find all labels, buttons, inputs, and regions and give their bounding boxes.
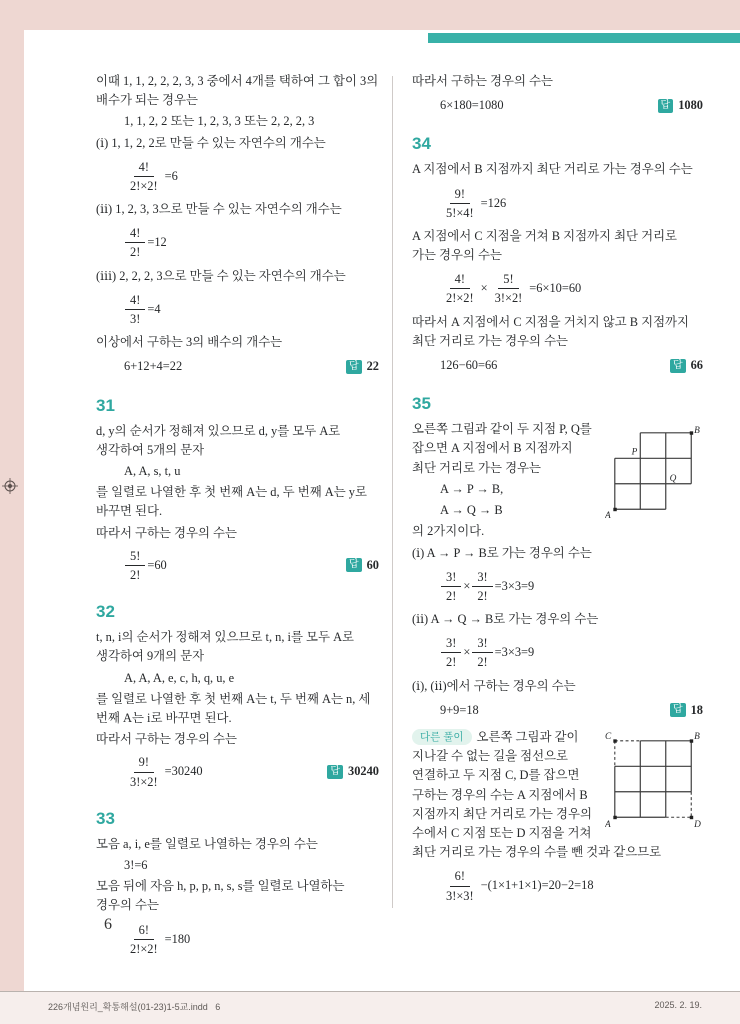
solution-33	[96, 810, 379, 957]
answer-badge: 답	[346, 360, 362, 374]
solution-text: A 지점에서 B 지점까지 최단 거리로 가는 경우의 수는	[412, 162, 693, 177]
final-expression: 6+12+4=22	[124, 359, 183, 374]
alt-solution-badge: 다른 풀이	[412, 729, 472, 746]
solution-35	[412, 395, 703, 903]
fraction-equation: $\frac{9!}{5!\times 4!}$ =126	[440, 186, 703, 221]
problem-number: 31	[96, 395, 115, 415]
answer-group	[658, 96, 703, 115]
fraction: $\frac{4!}{2!}$	[125, 225, 145, 260]
problem-number: 34	[412, 134, 431, 154]
letter-list: A, A, s, t, u	[124, 463, 181, 478]
footer-divider	[0, 991, 740, 992]
fraction-equation: $\frac{6!}{3!\times 3!}$ −(1×1+1×1)=20−2=18	[440, 868, 703, 903]
answer-value: 22	[366, 359, 379, 374]
fraction-equation: $\frac{4!}{3!}$ =4	[124, 292, 379, 327]
solution-text: t, n, i의 순서가 정해져 있으므로 t, n, i를 모두 A로 생각하여 9개의 문자	[96, 630, 355, 664]
fraction: $\frac{4!}{3!}$	[125, 292, 145, 327]
answer-group	[346, 556, 379, 575]
fraction: $\frac{4!}{2!\times 2!}$	[130, 159, 158, 193]
solution-33-continued	[412, 72, 703, 115]
fraction: $\frac{5!}{2!}$	[125, 548, 145, 583]
diagram-label-d: D	[694, 819, 701, 830]
fraction: $\frac{3!}{2!}$	[441, 569, 461, 604]
solution-text: 따라서 구하는 경우의 수는	[96, 525, 237, 540]
solution-32	[96, 603, 379, 790]
page-number: 6	[104, 916, 112, 933]
problem-number: 33	[96, 808, 115, 828]
problem-number: 35	[412, 394, 431, 414]
fraction-equation: $\frac{4!}{2!}$ =12	[124, 225, 379, 260]
answer-group	[327, 762, 379, 781]
section-accent-bar	[428, 33, 740, 43]
fraction: $\frac{3!}{2!}$	[472, 569, 492, 604]
answer-value: 60	[366, 557, 379, 572]
diagram-label-p: P	[631, 447, 638, 458]
case-ii-label: (ⅱ) A → Q → B로 가는 경우의 수는	[412, 612, 599, 627]
times-sign: ×	[463, 645, 471, 660]
footer-filename: 226개념원리_확통해설(01-23)1-5교.indd 6	[48, 1002, 221, 1012]
solution-35-intro	[412, 420, 703, 541]
fraction: $\frac{4!}{2!\times 2!}$	[446, 272, 474, 306]
problem-number: 32	[96, 602, 115, 622]
solution-text: 따라서 A 지점에서 C 지점을 거치지 않고 B 지점까지 최단 거리로 가는 경우의 수는	[412, 314, 689, 348]
times-sign: ×	[463, 578, 471, 593]
diagram-label-c: C	[605, 731, 612, 742]
answer-badge: 답	[670, 703, 686, 717]
answer-group	[346, 357, 379, 376]
diagram-label-q: Q	[669, 474, 677, 485]
grid-diagram-pq	[605, 422, 703, 528]
answer-group	[670, 701, 703, 720]
answer-value: 30240	[348, 764, 379, 779]
column-divider	[392, 76, 393, 908]
solution-text: 를 일렬로 나열한 후 첫 번째 A는 d, 두 번째 A는 y로 바꾸면 된다.	[96, 485, 367, 519]
answer-badge: 답	[658, 99, 674, 113]
alt-solution-body: 오른쪽 그림과 같이 지나갈 수 없는 길을 점선으로 연결하고 두 지점 C, D를 잡으면 구하는 경우의 수는 A 지점에서 B 지점까지 최단 거리로 가는 경우의 수에서 C 지점 또는 D 지점을 거쳐 최단 거리로 가는 경우의 수를 뺀 것과 같으므로	[412, 729, 662, 860]
right-column	[412, 72, 703, 910]
diagram-label-a: A	[605, 819, 611, 830]
case-i-label: (ⅰ) 1, 1, 2, 2로 만들 수 있는 자연수의 개수는	[96, 135, 326, 150]
diagram-label-b: B	[694, 426, 700, 437]
case-ii-label: (ⅱ) 1, 2, 3, 3으로 만들 수 있는 자연수의 개수는	[96, 202, 342, 217]
solution-34	[412, 135, 703, 375]
answer-value: 1080	[678, 98, 703, 113]
solution-text: (ⅰ), (ⅱ)에서 구하는 경우의 수는	[412, 678, 576, 693]
fraction: $\frac{6!}{3!\times 3!}$	[446, 869, 474, 903]
fraction-equation: $\frac{3!}{2!}$ × $\frac{3!}{2!}$ =3×3=9	[440, 635, 703, 670]
solution-text: d, y의 순서가 정해져 있으므로 d, y를 모두 A로 생각하여 5개의 문자	[96, 423, 341, 457]
solution-text: 따라서 구하는 경우의 수는	[412, 74, 553, 88]
fraction-equation: $\frac{5!}{2!}$ =60	[96, 548, 168, 583]
fraction: $\frac{3!}{2!}$	[472, 635, 492, 670]
fraction: $\frac{6!}{2!\times 2!}$	[130, 922, 158, 956]
equation: 3!=6	[124, 857, 148, 872]
times-sign: ×	[480, 281, 488, 296]
answer-row	[96, 548, 379, 583]
fraction: $\frac{3!}{2!}$	[441, 635, 461, 670]
answer-badge: 답	[346, 558, 362, 572]
answer-row	[412, 96, 703, 115]
answer-badge: 답	[670, 359, 686, 373]
footer-date: 2025. 2. 19.	[654, 1000, 702, 1010]
diagram-label-a: A	[605, 511, 611, 522]
solution-31	[96, 397, 379, 584]
registration-mark-left	[2, 478, 18, 494]
answer-row	[412, 701, 703, 720]
case-i-label: (ⅰ) A → P → B로 가는 경우의 수는	[412, 545, 592, 560]
solution-text: 모음 a, i, e를 일렬로 나열하는 경우의 수는	[96, 836, 318, 851]
solution-text: A 지점에서 C 지점을 거쳐 B 지점까지 최단 거리로 가는 경우의 수는	[412, 228, 678, 263]
final-expression: 9+9=18	[440, 702, 479, 717]
answer-value: 66	[690, 358, 703, 373]
fraction: $\frac{9!}{3!\times 2!}$	[130, 755, 158, 789]
answer-group	[670, 356, 703, 375]
answer-row	[96, 754, 379, 789]
case-iii-label: (ⅲ) 2, 2, 2, 3으로 만들 수 있는 자연수의 개수는	[96, 268, 346, 283]
path-option: A → Q → B	[440, 503, 503, 518]
solution-text: 따라서 구하는 경우의 수는	[96, 732, 237, 747]
fraction-equation: $\frac{4!}{2!\times 2!}$ =6	[124, 159, 379, 194]
fraction: $\frac{5!}{3!\times 2!}$	[494, 272, 523, 306]
grid-diagram-cd	[605, 730, 703, 836]
solution-30-continued	[96, 72, 379, 377]
solution-text: 오른쪽 그림과 같이 두 지점 P, Q를 잡으면 A 지점에서 B 지점까지 최단 거리로 가는 경우는	[412, 422, 592, 475]
alternative-solution	[412, 728, 703, 904]
answer-value: 18	[690, 702, 703, 717]
solution-text: 모음 뒤에 자음 h, p, p, n, s, s를 일렬로 나열하는 경우의 수는	[96, 879, 345, 913]
solution-cases: 1, 1, 2, 2 또는 1, 2, 3, 3 또는 2, 2, 2, 3	[124, 114, 315, 129]
fraction-equation: $\frac{9!}{3!\times 2!}$ =30240	[96, 754, 204, 789]
letter-list: A, A, A, e, c, h, q, u, e	[124, 670, 235, 685]
final-expression: 126−60=66	[440, 358, 498, 373]
fraction-equation: $\frac{6!}{2!\times 2!}$ =180	[124, 922, 379, 957]
fraction-equation: $\frac{3!}{2!}$ × $\frac{3!}{2!}$ =3×3=9	[440, 569, 703, 604]
solution-text: 이때 1, 1, 2, 2, 2, 3, 3 중에서 4개를 택하여 그 합이 3의 배수가 되는 경우는	[96, 74, 379, 108]
solution-text: 의 2가지이다.	[412, 524, 485, 539]
solution-text: 를 일렬로 나열한 후 첫 번째 A는 t, 두 번째 A는 n, 세 번째 A는 i로 바꾸면 된다.	[96, 691, 371, 725]
left-column	[96, 72, 379, 963]
path-option: A → P → B,	[440, 481, 504, 496]
fraction: $\frac{9!}{5!\times 4!}$	[446, 186, 474, 220]
solution-text: 이상에서 구하는 3의 배수의 개수는	[96, 335, 283, 350]
diagram-label-b: B	[694, 731, 700, 742]
answer-row	[96, 357, 379, 376]
fraction-equation: $\frac{4!}{2!\times 2!}$ × $\frac{5!}{3!\times 2!}$ =6×10=60	[440, 271, 703, 306]
answer-row	[412, 356, 703, 375]
final-expression: 6×180=1080	[440, 98, 504, 113]
answer-badge: 답	[327, 765, 343, 779]
